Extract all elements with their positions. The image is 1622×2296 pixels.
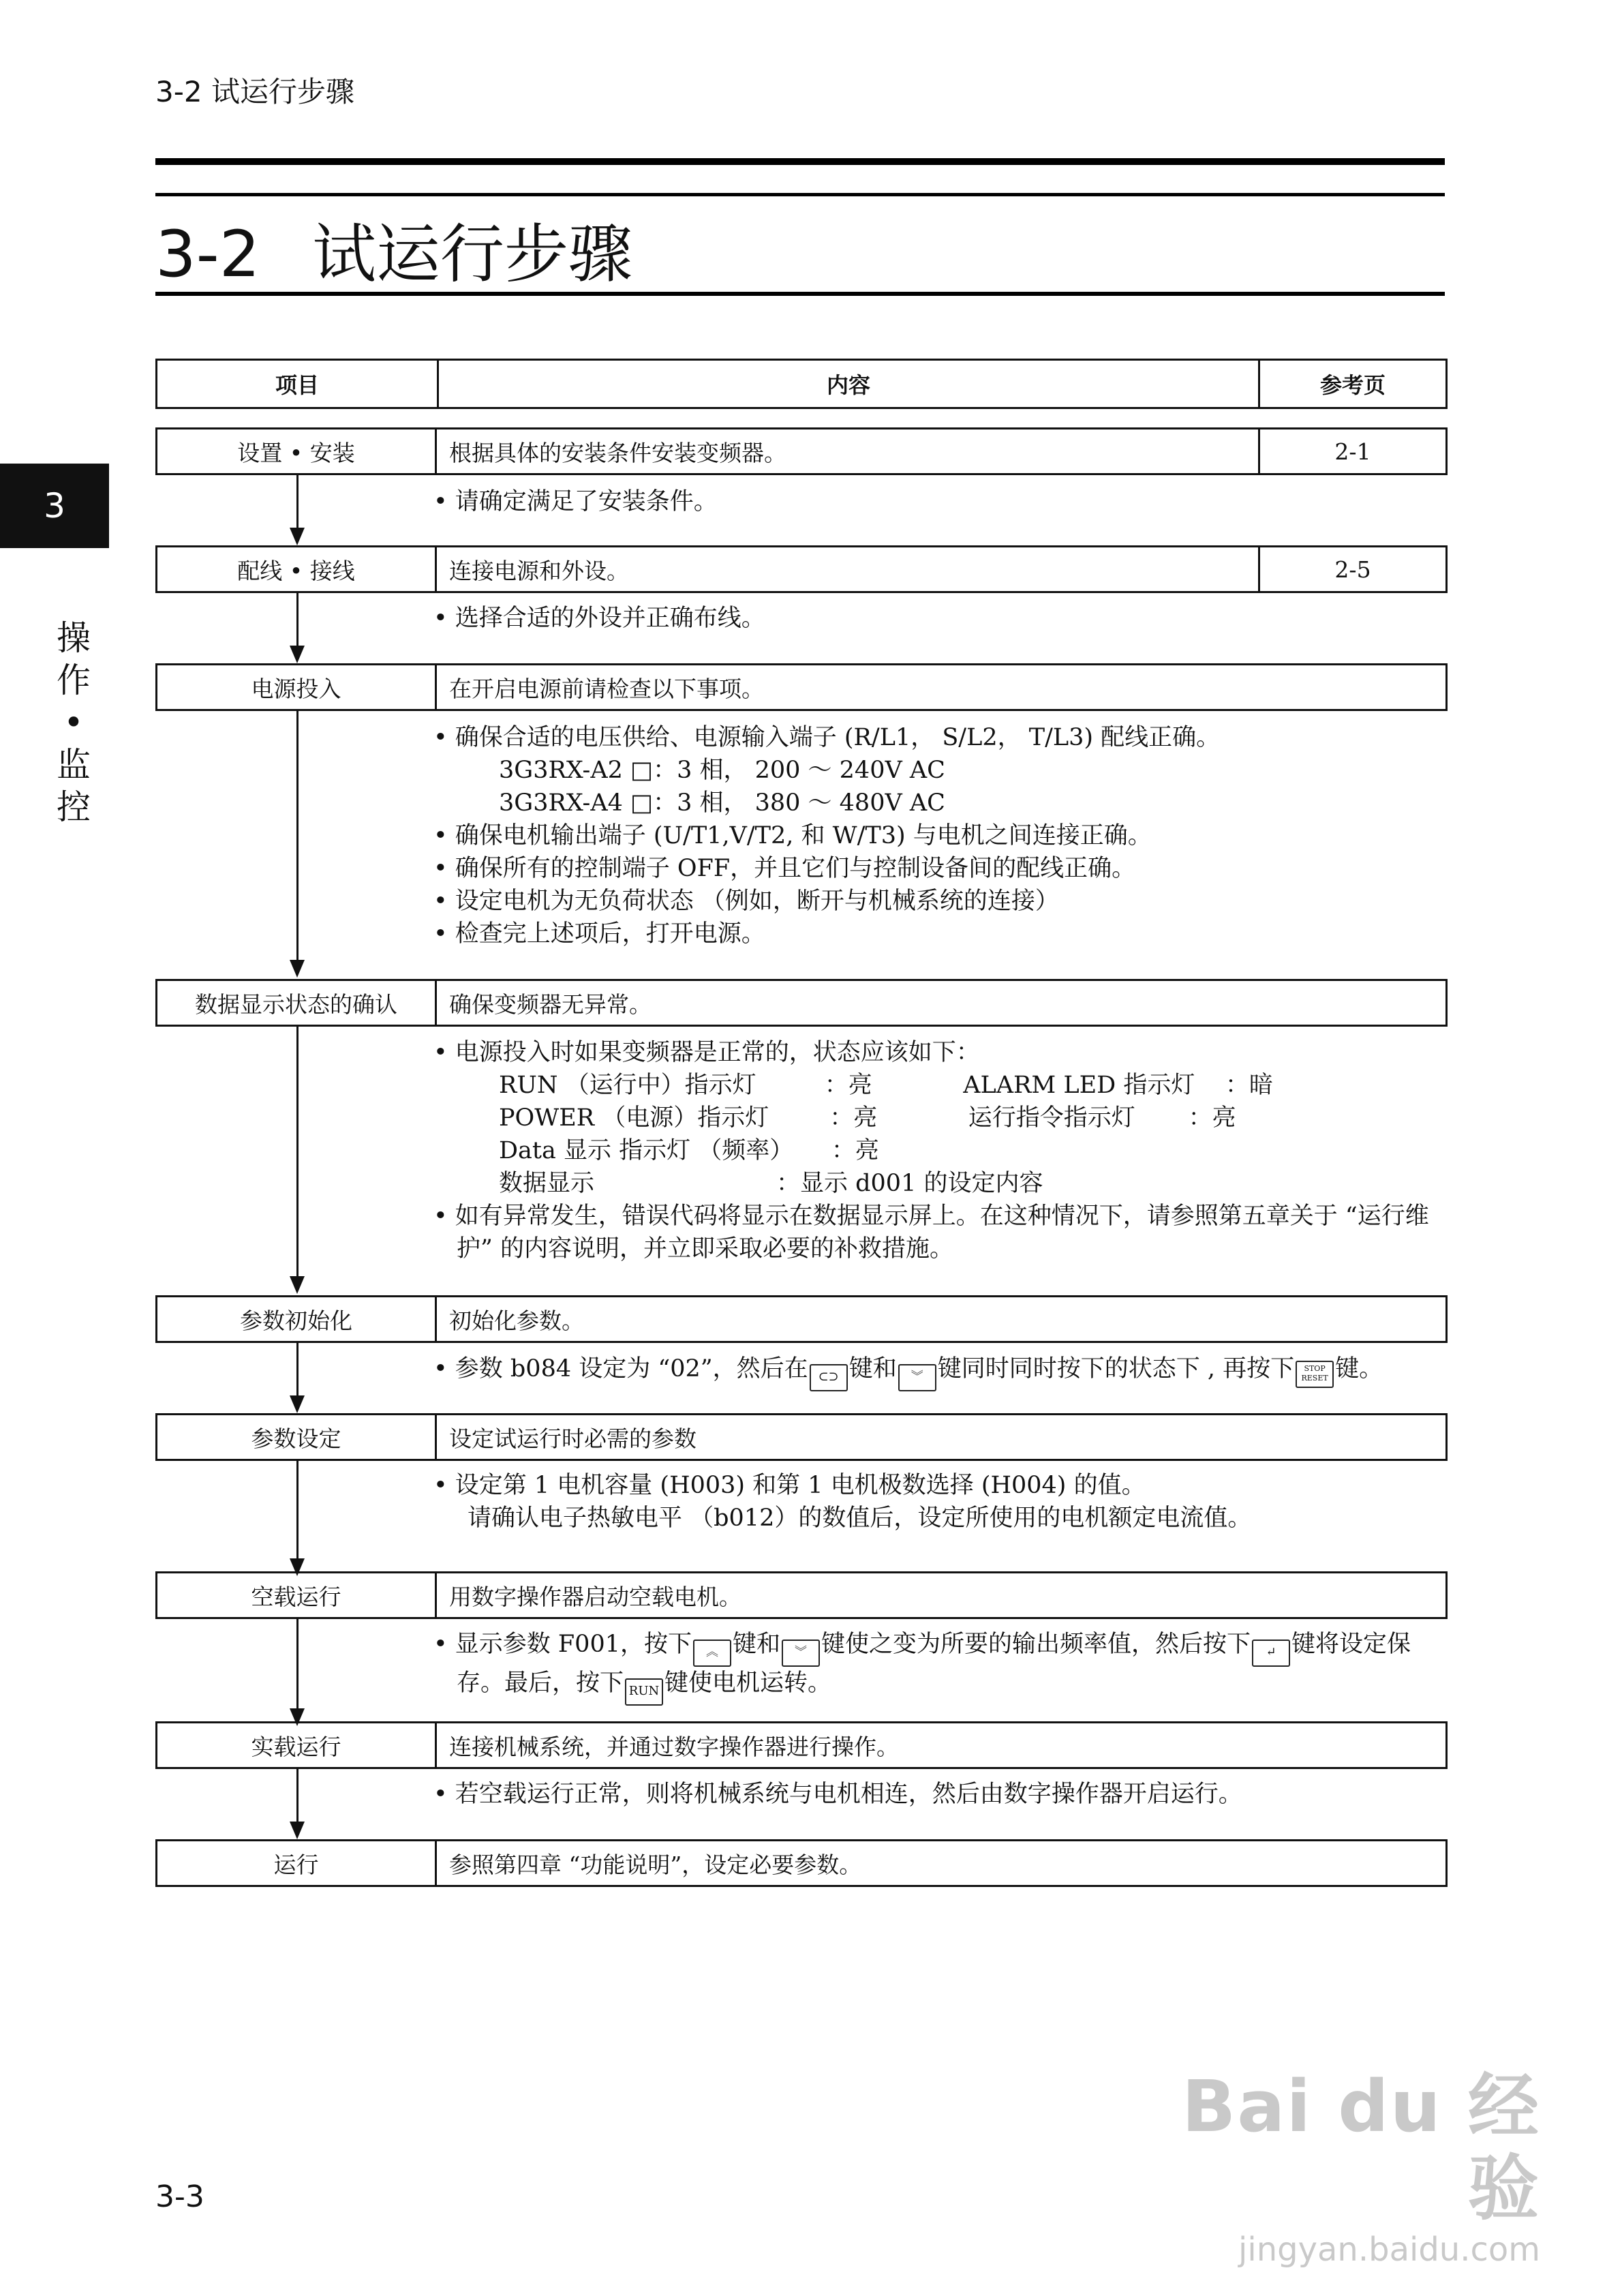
- up-key-icon: ︽: [693, 1640, 731, 1667]
- chapter-label-char: 控: [57, 787, 91, 827]
- note-line: • 如有异常发生，错误代码将显示在数据显示屏上。在这种情况下，请参照第五章关于 “运行维护” 的内容说明，并立即采取必要的补救措施。: [433, 1203, 1429, 1263]
- note-text: 键使电机运转。: [664, 1670, 832, 1697]
- step-item: 设置 • 安装: [157, 429, 437, 473]
- watermark-url: jingyan.baidu.com: [1238, 2231, 1540, 2269]
- step-content: 设定试运行时必需的参数: [449, 1425, 697, 1452]
- col-item-header: 项目: [157, 361, 439, 407]
- flow-line: [296, 1767, 299, 1827]
- note-indent-line: 数据显示 ：显示 d001 的设定内容: [499, 1170, 1043, 1197]
- stop-reset-key-icon: STOP RESET: [1296, 1361, 1334, 1388]
- flow-arrow-head: [290, 528, 305, 545]
- header-rule-middle: [155, 193, 1445, 196]
- watermark-logo: Bai du 经验: [1182, 2065, 1540, 2230]
- flow-arrow-head: [290, 646, 305, 663]
- note-line: • 检查完上述项后，打开电源。: [433, 920, 765, 948]
- flow-arrow-head: [290, 960, 305, 978]
- note-line: • 确保合适的电压供给、电源输入端子 (R/L1， S/L2， T/L3) 配线正确。: [433, 724, 1221, 751]
- note-line: [433, 1353, 1449, 1391]
- header-rule-top: [155, 158, 1445, 165]
- note-line: 请确认电子热敏电平 （b012）的数值后，设定所使用的电机额定电流值。: [468, 1505, 1252, 1532]
- note-text: 键将设定保存。最后，按下: [457, 1631, 1411, 1697]
- notes-block: [433, 1353, 1449, 1391]
- title-text: 试运行步骤: [312, 217, 633, 292]
- col-ref-header: 参考页: [1258, 361, 1445, 407]
- chapter-tab: 3: [0, 464, 109, 548]
- notes-block: [433, 721, 1449, 950]
- step-content: 参照第四章 “功能说明”，设定必要参数。: [449, 1851, 862, 1878]
- chapter-label-char: •: [63, 703, 84, 742]
- note-indent-line: 3G3RX-A2 □：3 相， 200 ～ 240V AC: [499, 757, 945, 784]
- step-row: [155, 1295, 1448, 1343]
- running-header: 3-2 试运行步骤: [155, 75, 354, 108]
- step-row: [155, 663, 1448, 711]
- step-ref-page: 2-5: [1258, 547, 1445, 591]
- note-line: • 确保电机输出端子 (U/T1,V/T2, 和 W/T3) 与电机之间连接正确。: [433, 822, 1152, 849]
- note-line: • 设定第 1 电机容量 (H003) 和第 1 电机极数选择 (H004) 的值。: [433, 1472, 1146, 1499]
- step-row: [155, 979, 1448, 1027]
- step-content: 初始化参数。: [449, 1307, 584, 1334]
- step-content: 在开启电源前请检查以下事项。: [449, 675, 764, 702]
- flow-arrow-head: [290, 1276, 305, 1294]
- title-rule: [155, 292, 1445, 296]
- note-text: • 参数 b084 设定为 “02”，然后在: [433, 1355, 808, 1383]
- step-row: [155, 1413, 1448, 1461]
- notes-block: [433, 1628, 1449, 1706]
- notes-block: [433, 1778, 1449, 1811]
- flow-arrow-head: [290, 1822, 305, 1839]
- flow-line: [296, 473, 299, 530]
- flow-line: [296, 1459, 299, 1571]
- note-line: • 电源投入时如果变频器是正常的，状态应该如下：: [433, 1039, 980, 1066]
- notes-block: [433, 485, 1449, 518]
- note-indent-line: POWER （电源）指示灯 ：亮 运行指令指示灯 ：亮: [499, 1104, 1236, 1132]
- notes-block: [433, 1036, 1449, 1265]
- step-item: 空载运行: [157, 1573, 437, 1617]
- note-text: 键同时同时按下的状态下 , 再按下: [937, 1355, 1295, 1383]
- note-line: • 确保所有的控制端子 OFF，并且它们与控制设备间的配线正确。: [433, 855, 1136, 882]
- step-row: [155, 427, 1448, 475]
- note-line: [433, 1628, 1449, 1706]
- step-row: [155, 1571, 1448, 1619]
- run-key-icon: RUN: [625, 1678, 663, 1706]
- step-content: 确保变频器无异常。: [449, 991, 652, 1018]
- title-number: 3-2: [155, 217, 260, 292]
- down-key-icon: ︾: [898, 1364, 936, 1391]
- table-header: [155, 359, 1448, 409]
- step-row: [155, 1839, 1448, 1887]
- note-text: 键。: [1335, 1355, 1383, 1383]
- col-content-header: 内容: [826, 372, 870, 398]
- note-line: • 若空载运行正常，则将机械系统与电机相连，然后由数字操作器开启运行。: [433, 1781, 1242, 1808]
- down-key-icon: ︾: [782, 1640, 820, 1667]
- page-number: 3-3: [155, 2179, 204, 2214]
- notes-block: [433, 602, 1449, 635]
- flow-line: [296, 1617, 299, 1717]
- note-text: 键和: [848, 1355, 897, 1383]
- note-text: • 显示参数 F001，按下: [433, 1631, 692, 1658]
- step-content: 根据具体的安装条件安装变频器。: [449, 439, 786, 466]
- step-item: 电源投入: [157, 665, 437, 709]
- note-indent-line: 3G3RX-A4 □：3 相， 380 ～ 480V AC: [499, 789, 945, 817]
- step-item: 实载运行: [157, 1723, 437, 1767]
- step-row: [155, 545, 1448, 593]
- flow-arrow-head: [290, 1395, 305, 1413]
- note-line: • 选择合适的外设并正确布线。: [433, 605, 765, 632]
- step-row: [155, 1721, 1448, 1769]
- function-key-icon: ⊂⊃: [810, 1364, 848, 1391]
- flow-line: [296, 591, 299, 648]
- note-text: 键和: [733, 1631, 781, 1658]
- notes-block: [433, 1469, 1449, 1535]
- enter-key-icon: ↵: [1252, 1640, 1290, 1667]
- flow-line: [296, 1025, 299, 1286]
- step-item: 参数初始化: [157, 1297, 437, 1341]
- note-line: • 请确定满足了安装条件。: [433, 488, 718, 515]
- step-content: 连接机械系统，并通过数字操作器进行操作。: [449, 1733, 899, 1760]
- step-ref-page: 2-1: [1258, 429, 1445, 473]
- note-line: • 设定电机为无负荷状态 （例如，断开与机械系统的连接）: [433, 888, 1059, 915]
- step-item: 参数设定: [157, 1415, 437, 1459]
- page-title: [155, 217, 632, 293]
- watermark: [1159, 2066, 1540, 2270]
- step-item: 数据显示状态的确认: [157, 981, 437, 1025]
- flow-line: [296, 1341, 299, 1398]
- chapter-label-char: 监: [57, 745, 91, 785]
- step-content: 连接电源和外设。: [449, 557, 629, 584]
- step-content: 用数字操作器启动空载电机。: [449, 1583, 741, 1610]
- note-text: 键使之变为所要的输出频率值，然后按下: [821, 1631, 1251, 1658]
- step-item: 配线 • 接线: [157, 547, 437, 591]
- step-item: 运行: [157, 1841, 437, 1885]
- chapter-label-char: 作: [57, 661, 91, 700]
- flow-line: [296, 709, 299, 971]
- chapter-label: [46, 617, 101, 828]
- chapter-label-char: 操: [57, 618, 91, 658]
- note-indent-line: Data 显示 指示灯 （频率） ：亮: [499, 1137, 879, 1164]
- note-indent-line: RUN （运行中）指示灯 ：亮 ALARM LED 指示灯 ：暗: [499, 1072, 1273, 1099]
